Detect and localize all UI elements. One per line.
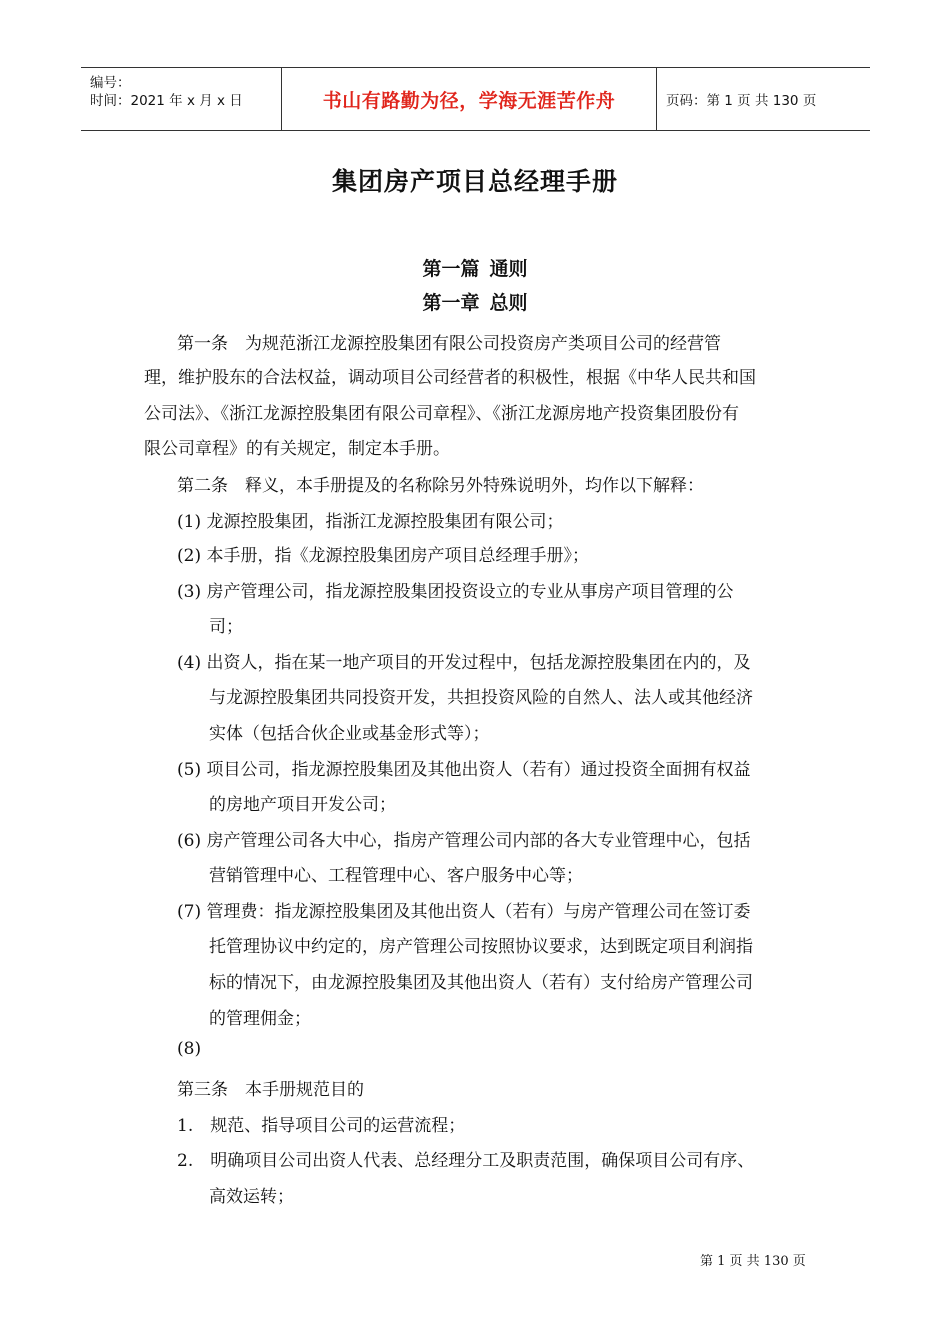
purpose-item: 2. 明确项目公司出资人代表、总经理分工及职责范围，确保项目公司有序、 <box>177 1151 755 1171</box>
part-heading <box>0 254 950 281</box>
definition-item: (1) 龙源控股集团，指浙江龙源控股集团有限公司； <box>177 512 564 532</box>
definition-item: (2) 本手册，指《龙源控股集团房产项目总经理手册》； <box>177 546 589 566</box>
part-name: 通则 <box>489 258 528 280</box>
document-title: 集团房产项目总经理手册 <box>331 167 618 196</box>
time-label: 时间：2021 年 x 月 x 日 <box>90 93 243 109</box>
header-page-code-cell <box>656 68 870 130</box>
definition-item-cont: 与龙源控股集团共同投资开发，共担投资风险的自然人、法人或其他经济 <box>209 688 753 708</box>
article-1-line: 第一条 为规范浙江龙源控股集团有限公司投资房产类项目公司的经营管 <box>177 334 721 354</box>
article-1-line: 公司法》、《浙江龙源控股集团有限公司章程》、《浙江龙源房地产投资集团股份有 <box>144 404 739 424</box>
purpose-item: 1. 规范、指导项目公司的运营流程； <box>177 1116 466 1136</box>
article-2-line: 第二条 释义，本手册提及的名称除另外特殊说明外，均作以下解释： <box>177 476 704 496</box>
page-code: 页码：第 1 页 共 130 页 <box>666 93 817 109</box>
definition-item: (5) 项目公司，指龙源控股集团及其他出资人（若有）通过投资全面拥有权益 <box>177 760 751 780</box>
definition-item-cont: 营销管理中心、工程管理中心、客户服务中心等； <box>209 866 583 886</box>
chapter-number: 第一章 <box>422 292 480 314</box>
article-3-line: 第三条 本手册规范目的 <box>177 1080 364 1100</box>
header-meta <box>81 68 281 130</box>
definition-item: (6) 房产管理公司各大中心，指房产管理公司内部的各大专业管理中心，包括 <box>177 831 751 851</box>
definition-item-cont: 的房地产项目开发公司； <box>209 795 396 815</box>
part-number: 第一篇 <box>422 258 480 280</box>
page-footer: 第 1 页 共 130 页 <box>700 1254 806 1269</box>
header-motto-cell <box>281 68 657 130</box>
definition-item: (8) <box>177 1039 202 1059</box>
article-1-line: 限公司章程》的有关规定，制定本手册。 <box>144 439 450 459</box>
definition-item: (3) 房产管理公司，指龙源控股集团投资设立的专业从事房产项目管理的公 <box>177 582 734 602</box>
chapter-heading <box>0 288 950 315</box>
motto: 书山有路勤为径，学海无涯苦作舟 <box>322 89 616 112</box>
number-label: 编号： <box>90 75 131 91</box>
purpose-item-cont: 高效运转； <box>209 1187 294 1207</box>
definition-item: (7) 管理费：指龙源控股集团及其他出资人（若有）与房产管理公司在签订委 <box>177 902 751 922</box>
definition-item: (4) 出资人，指在某一地产项目的开发过程中，包括龙源控股集团在内的，及 <box>177 653 751 673</box>
article-1-line: 理，维护股东的合法权益，调动项目公司经营者的积极性，根据《中华人民共和国 <box>144 368 756 388</box>
definition-item-cont: 实体（包括合伙企业或基金形式等）； <box>209 724 490 744</box>
definition-item-cont: 司； <box>209 617 243 637</box>
chapter-name: 总则 <box>489 292 528 314</box>
definition-item-cont: 的管理佣金； <box>209 1009 311 1029</box>
definition-item-cont: 托管理协议中约定的，房产管理公司按照协议要求，达到既定项目利润指 <box>209 937 753 957</box>
page-header <box>81 67 870 131</box>
definition-item-cont: 标的情况下，由龙源控股集团及其他出资人（若有）支付给房产管理公司 <box>209 973 753 993</box>
